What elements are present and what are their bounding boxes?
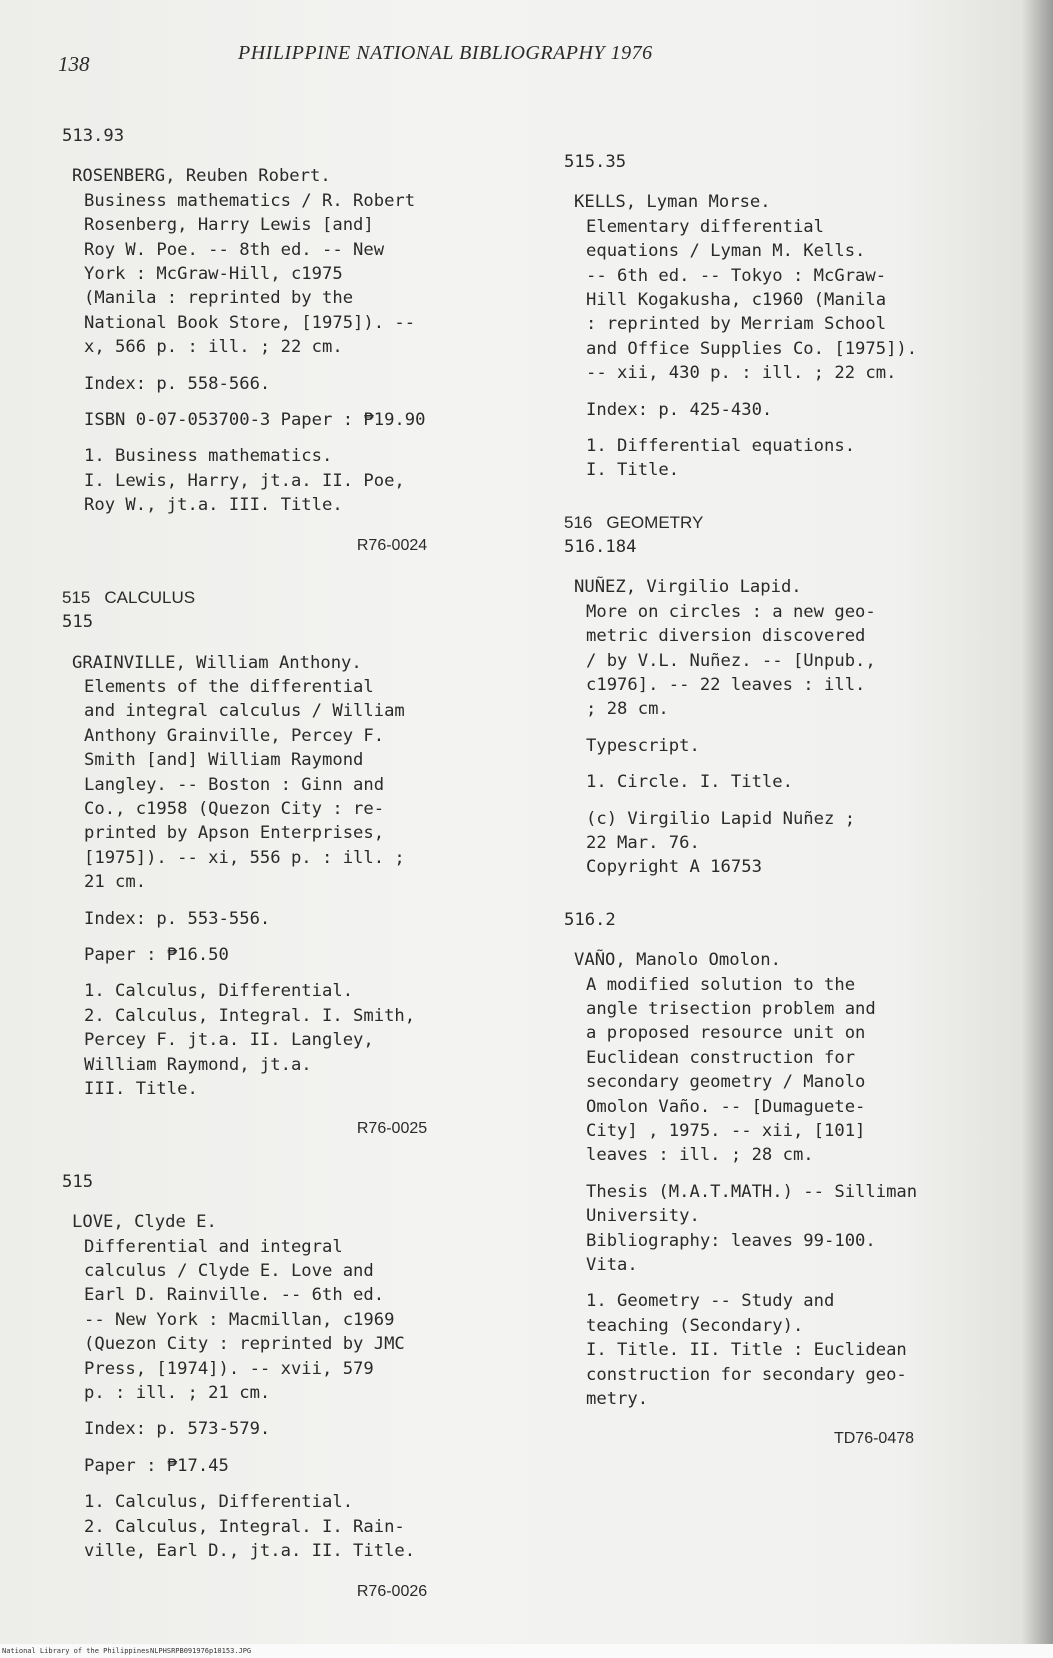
tracing-line: Roy W., jt.a. III. Title. <box>84 495 343 516</box>
copyright-line: 22 Mar. 76. <box>586 832 700 853</box>
entry-line: -- 6th ed. -- Tokyo : McGraw- <box>586 265 887 286</box>
entry-line: secondary geometry / Manolo <box>586 1072 866 1093</box>
price-note: Paper : ₱17.45 <box>84 1455 229 1476</box>
class-number: 515 <box>62 1171 94 1192</box>
entry-line: Business mathematics / R. Robert <box>84 190 416 211</box>
tracing-line: 1. Differential equations. <box>586 436 856 457</box>
entry-line: equations / Lyman M. Kells. <box>586 241 866 262</box>
entry-line: (Manila : reprinted by the <box>84 288 354 309</box>
entry-line: Press, [1974]). -- xvii, 579 <box>84 1358 374 1379</box>
entry-line: National Book Store, [1975]). -- <box>84 312 416 333</box>
entry-line: York : McGraw-Hill, c1975 <box>84 264 343 285</box>
entry-line: ; 28 cm. <box>586 699 669 720</box>
note-line: Thesis (M.A.T.MATH.) -- Silliman <box>586 1181 918 1202</box>
entry-line: -- xii, 430 p. : ill. ; 22 cm. <box>586 363 897 384</box>
entry-line: x, 566 p. : ill. ; 22 cm. <box>84 337 343 358</box>
tracing-line: teaching (Secondary). <box>586 1315 804 1336</box>
left-column <box>62 124 502 1632</box>
entry-line: LOVE, Clyde E. <box>72 1212 217 1233</box>
entry-line: GRAINVILLE, William Anthony. <box>72 652 362 673</box>
entry-line: / by V.L. Nuñez. -- [Unpub., <box>586 650 876 671</box>
entry-line: Roy W. Poe. -- 8th ed. -- New <box>84 239 385 260</box>
tracing-line: I. Title. <box>586 460 680 481</box>
control-number: TD76-0478 <box>833 1430 915 1448</box>
copyright-line: (c) Virgilio Lapid Nuñez ; <box>586 808 856 829</box>
subject-tracing <box>84 444 502 517</box>
tracing-line: construction for secondary geo- <box>586 1364 907 1385</box>
class-number: 513.93 <box>62 126 125 146</box>
entry-line: : reprinted by Merriam School <box>586 314 887 335</box>
entry-line: and integral calculus / William <box>84 701 405 722</box>
copyright-statement <box>586 807 1004 880</box>
subject-tracing <box>84 1490 502 1563</box>
tracing-line: 1. Circle. I. Title. <box>586 772 793 793</box>
entry-line: Elementary differential <box>586 216 824 237</box>
tracing-line: 1. Business mathematics. <box>84 446 333 467</box>
entry-line: calculus / Clyde E. Love and <box>84 1261 374 1282</box>
running-title: PHILIPPINE NATIONAL BIBLIOGRAPHY 1976 <box>238 42 653 64</box>
library-credit: National Library of the Philippines <box>2 1647 150 1655</box>
bibliographic-entry <box>62 610 502 1142</box>
price-note: Paper : ₱16.50 <box>84 944 229 965</box>
note-line: Vita. <box>586 1255 638 1276</box>
entry-line: VAÑO, Manolo Omolon. <box>574 950 781 971</box>
entry-description <box>574 948 1004 1168</box>
page-number: 138 <box>58 52 90 76</box>
tracing-line: 2. Calculus, Integral. I. Rain- <box>84 1516 405 1537</box>
page-header <box>58 42 718 76</box>
control-number: R76-0024 <box>356 536 428 554</box>
entry-line: NUÑEZ, Virgilio Lapid. <box>574 577 802 598</box>
control-number: R76-0025 <box>356 1120 428 1138</box>
entry-line: A modified solution to the <box>586 974 856 995</box>
index-note: Index: p. 573-579. <box>84 1419 271 1440</box>
entry-line: ROSENBERG, Reuben Robert. <box>72 166 331 187</box>
entry-description <box>574 575 1004 721</box>
subject-heading <box>62 586 502 610</box>
tracing-line: ville, Earl D., jt.a. II. Title. <box>84 1541 416 1562</box>
tracing-line: I. Lewis, Harry, jt.a. II. Poe, <box>84 470 405 491</box>
entry-line: Differential and integral <box>84 1236 343 1257</box>
subject-tracing <box>84 979 502 1101</box>
entry-line: [1975]). -- xi, 556 p. : ill. ; <box>84 847 405 868</box>
bibliographic-entry <box>564 150 1004 483</box>
entry-line: c1976]. -- 22 leaves : ill. <box>586 674 866 695</box>
scan-filename: NLPHSRPB091976p10153.JPG <box>150 1647 252 1655</box>
entry-line: metric diversion discovered <box>586 626 866 647</box>
note-line: Bibliography: leaves 99-100. <box>586 1230 876 1251</box>
tracing-line: 2. Calculus, Integral. I. Smith, <box>84 1005 416 1026</box>
bibliographic-entry <box>564 908 1004 1452</box>
class-number: 516.184 <box>564 536 637 557</box>
entry-line: Anthony Grainville, Percey F. <box>84 725 385 746</box>
bibliographic-entry <box>62 1170 502 1604</box>
entry-line: Langley. -- Boston : Ginn and <box>84 774 385 795</box>
entry-line: p. : ill. ; 21 cm. <box>84 1383 271 1404</box>
entry-line: (Quezon City : reprinted by JMC <box>84 1334 405 1355</box>
index-note: Index: p. 558-566. <box>84 373 271 394</box>
entry-line: More on circles : a new geo- <box>586 601 876 622</box>
entry-line: a proposed resource unit on <box>586 1023 866 1044</box>
class-number: 516.2 <box>564 909 616 930</box>
index-note: Index: p. 553-556. <box>84 908 271 929</box>
subject-tracing <box>586 770 1004 794</box>
heading-number: 516 <box>564 512 593 532</box>
entry-line: -- New York : Macmillan, c1969 <box>84 1309 395 1330</box>
tracing-line: 1. Geometry -- Study and <box>586 1291 835 1312</box>
thesis-notes <box>586 1180 1004 1278</box>
isbn-note: ISBN 0-07-053700-3 Paper : ₱19.90 <box>84 410 426 431</box>
entry-line: and Office Supplies Co. [1975]). <box>586 338 918 359</box>
entry-line: KELLS, Lyman Morse. <box>574 192 771 213</box>
entry-description <box>574 190 1004 385</box>
typescript-note: Typescript. <box>586 735 700 756</box>
heading-label: GEOMETRY <box>606 512 704 532</box>
entry-line: Omolon Vaño. -- [Dumaguete- <box>586 1096 866 1117</box>
tracing-line: I. Title. II. Title : Euclidean <box>586 1340 907 1361</box>
tracing-line: metry. <box>586 1389 649 1410</box>
entry-line: Co., c1958 (Quezon City : re- <box>84 798 385 819</box>
entry-line: Hill Kogakusha, c1960 (Manila <box>586 290 887 311</box>
entry-line: Rosenberg, Harry Lewis [and] <box>84 215 374 236</box>
note-line: University. <box>586 1206 700 1227</box>
entry-line: Earl D. Rainville. -- 6th ed. <box>84 1285 385 1306</box>
tracing-line: 1. Calculus, Differential. <box>84 981 354 1002</box>
entry-line: City] , 1975. -- xii, [101] <box>586 1121 866 1141</box>
class-number: 515.35 <box>564 152 627 172</box>
entry-description <box>72 651 502 895</box>
copyright-line: Copyright A 16753 <box>586 857 762 878</box>
entry-description <box>72 164 502 359</box>
entry-line: angle trisection problem and <box>586 998 876 1019</box>
heading-label: CALCULUS <box>104 588 196 608</box>
tracing-line: 1. Calculus, Differential. <box>84 1492 354 1513</box>
tracing-line: III. Title. <box>84 1079 198 1099</box>
subject-tracing <box>586 434 1004 483</box>
tracing-line: William Raymond, jt.a. <box>84 1054 312 1075</box>
subject-heading <box>564 511 1004 535</box>
entry-line: printed by Apson Enterprises, <box>84 823 385 844</box>
heading-number: 515 <box>62 588 91 608</box>
entry-line: leaves : ill. ; 28 cm. <box>586 1145 814 1166</box>
scan-footer <box>0 1644 1053 1658</box>
bibliographic-entry <box>62 124 502 558</box>
subject-tracing <box>586 1289 1004 1411</box>
entry-description <box>72 1210 502 1405</box>
tracing-line: Percey F. jt.a. II. Langley, <box>84 1030 374 1051</box>
bibliographic-entry <box>564 535 1004 880</box>
entry-line: Elements of the differential <box>84 676 374 697</box>
right-column <box>564 150 1004 1480</box>
index-note: Index: p. 425-430. <box>586 399 773 420</box>
control-number: R76-0026 <box>356 1582 428 1600</box>
class-number: 515 <box>62 612 94 633</box>
entry-line: 21 cm. <box>84 872 147 893</box>
entry-line: Smith [and] William Raymond <box>84 750 364 771</box>
entry-line: Euclidean construction for <box>586 1047 856 1068</box>
